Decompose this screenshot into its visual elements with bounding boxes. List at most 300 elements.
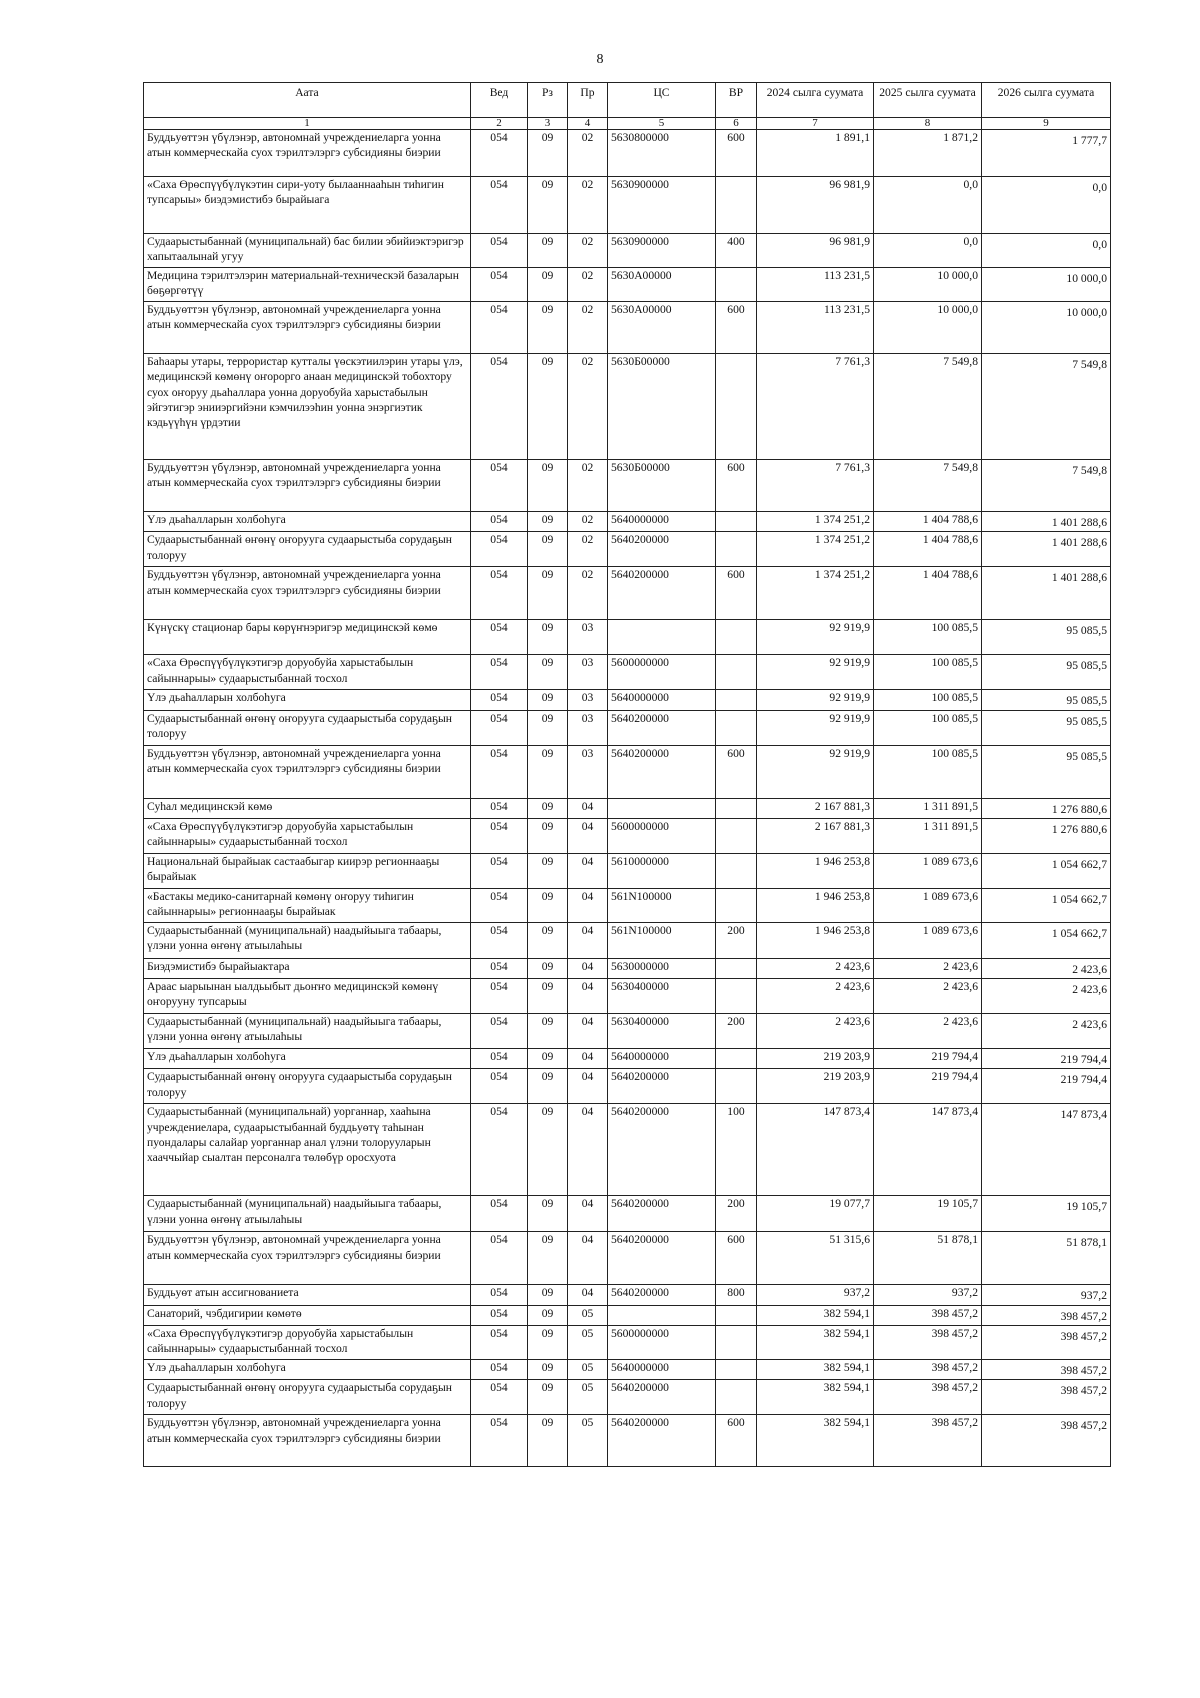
cell-pr: 02 [568, 512, 608, 532]
cell-name: Буддьуөттэн үбүлэнэр, автономнай учреждениеларга уонна атын коммерческайа суох тэрилтэлэргэ субсидияны биэрии [144, 130, 471, 177]
cell-cs: 5640000000 [608, 512, 716, 532]
cell-vr [716, 512, 757, 532]
cell-2024: 92 919,9 [757, 745, 874, 798]
cell-name: Судаарыстыбаннай (муниципальнай) наадыйыыга табаары, үлэни уонна өҥөнү атыылаһыы [144, 922, 471, 958]
cell-cs [608, 620, 716, 655]
cell-ved: 054 [471, 1326, 528, 1360]
cell-pr: 02 [568, 302, 608, 354]
cell-name: Үлэ дьаһалларын холбоһуга [144, 1049, 471, 1069]
cell-ved: 054 [471, 655, 528, 690]
table-row [144, 979, 1111, 1014]
table-row [144, 818, 1111, 853]
cell-pr: 03 [568, 745, 608, 798]
table-row [144, 460, 1111, 512]
table-row [144, 958, 1111, 978]
table-row [144, 1305, 1111, 1325]
table-row [144, 567, 1111, 620]
cell-name: «Саха Өрөспүүбүлүкэтин сири-уоту былааннааһын тиһигин тупсарыы» биэдэмистибэ бырайыага [144, 177, 471, 234]
table-row [144, 512, 1111, 532]
cell-cs: 5640200000 [608, 1380, 716, 1415]
cell-2026: 1 777,7 [982, 130, 1111, 177]
cell-2026: 19 105,7 [982, 1196, 1111, 1232]
cell-2025: 19 105,7 [874, 1196, 982, 1232]
cell-name: Судаарыстыбаннай өҥөнү оҥорууга судаарыстыба сорудаҕын толоруу [144, 1380, 471, 1415]
cell-ved: 054 [471, 1360, 528, 1380]
cell-vr: 600 [716, 567, 757, 620]
table-row [144, 745, 1111, 798]
cell-ved: 054 [471, 354, 528, 460]
cell-cs: 5630А00000 [608, 302, 716, 354]
cell-name: Буддьуөттэн үбүлэнэр, автономнай учреждениеларга уонна атын коммерческайа суох тэрилтэлэргэ субсидияны биэрии [144, 745, 471, 798]
cell-2025: 398 457,2 [874, 1380, 982, 1415]
cell-cs: 5600000000 [608, 655, 716, 690]
cell-ved: 054 [471, 302, 528, 354]
cell-rz: 09 [528, 532, 568, 567]
cell-2024: 2 423,6 [757, 979, 874, 1014]
cell-2025: 398 457,2 [874, 1415, 982, 1467]
cell-rz: 09 [528, 460, 568, 512]
cell-2026: 2 423,6 [982, 1014, 1111, 1049]
cell-2024: 382 594,1 [757, 1360, 874, 1380]
cell-vr [716, 620, 757, 655]
cell-2024: 2 423,6 [757, 1014, 874, 1049]
cell-name: Буддьуөттэн үбүлэнэр, автономнай учреждениеларга уонна атын коммерческайа суох тэрилтэлэргэ субсидияны биэрии [144, 460, 471, 512]
cell-cs: 5630000000 [608, 958, 716, 978]
cell-vr [716, 818, 757, 853]
cell-pr: 05 [568, 1305, 608, 1325]
cell-2026: 95 085,5 [982, 690, 1111, 710]
cell-2026: 51 878,1 [982, 1232, 1111, 1285]
cell-vr: 800 [716, 1285, 757, 1305]
table-row [144, 532, 1111, 567]
cell-vr [716, 958, 757, 978]
cell-2024: 382 594,1 [757, 1326, 874, 1360]
cell-2025: 1 089 673,6 [874, 888, 982, 922]
cell-2024: 2 423,6 [757, 958, 874, 978]
table-row [144, 620, 1111, 655]
cell-vr [716, 1326, 757, 1360]
cell-2025: 1 404 788,6 [874, 567, 982, 620]
cell-vr [716, 1069, 757, 1104]
table-row [144, 655, 1111, 690]
cell-2026: 1 054 662,7 [982, 922, 1111, 958]
cell-name: «Саха Өрөспүүбүлүкэтигэр доруобуйа харыстабылын сайыннарыы» судаарыстыбаннай тосхол [144, 655, 471, 690]
cell-2024: 1 374 251,2 [757, 512, 874, 532]
table-row [144, 1360, 1111, 1380]
cell-ved: 054 [471, 1415, 528, 1467]
cell-name: Медицина тэрилтэлэрин матеpиальнай-техническэй базаларын бөҕөргөтүү [144, 268, 471, 302]
cell-ved: 054 [471, 1232, 528, 1285]
cell-pr: 02 [568, 268, 608, 302]
cell-name: Суһал медицинскэй көмө [144, 798, 471, 818]
table-row [144, 1014, 1111, 1049]
cell-name: Баһаары утары, террористар кутталы үөскэтиилэрин утары үлэ, медицинскэй көмөнү оҥорорго анаан медицинскэй тобохтору суох оҥоруу дьаһаллара уонна доруобуйа харыстабылын эйгэтигэр энииэргийэни кэмчилээһин уонна энэргиэтик кэдьүүһүн үрдэтии [144, 354, 471, 460]
cell-cs: 5640200000 [608, 1069, 716, 1104]
cell-rz: 09 [528, 302, 568, 354]
cell-ved: 054 [471, 818, 528, 853]
cell-pr: 04 [568, 979, 608, 1014]
cell-cs [608, 1305, 716, 1325]
cell-2025: 1 404 788,6 [874, 532, 982, 567]
cell-ved: 054 [471, 690, 528, 710]
cell-2024: 113 231,5 [757, 268, 874, 302]
cell-pr: 05 [568, 1415, 608, 1467]
cell-2024: 92 919,9 [757, 655, 874, 690]
cell-rz: 09 [528, 130, 568, 177]
cell-rz: 09 [528, 888, 568, 922]
cell-rz: 09 [528, 690, 568, 710]
cell-vr: 600 [716, 302, 757, 354]
cell-rz: 09 [528, 979, 568, 1014]
cell-name: Үлэ дьаһалларын холбоһуга [144, 690, 471, 710]
column-number: 1 [144, 118, 471, 130]
cell-pr: 03 [568, 620, 608, 655]
cell-2024: 92 919,9 [757, 620, 874, 655]
cell-2024: 1 946 253,8 [757, 853, 874, 888]
table-row [144, 1285, 1111, 1305]
cell-rz: 09 [528, 922, 568, 958]
cell-pr: 04 [568, 888, 608, 922]
cell-cs: 5600000000 [608, 818, 716, 853]
table-row [144, 1069, 1111, 1104]
cell-2024: 219 203,9 [757, 1069, 874, 1104]
table-body [144, 130, 1111, 1467]
cell-pr: 02 [568, 354, 608, 460]
cell-cs: 5640200000 [608, 1415, 716, 1467]
column-header-2024: 2024 сылга суумата [757, 83, 874, 118]
cell-2025: 0,0 [874, 177, 982, 234]
cell-ved: 054 [471, 567, 528, 620]
cell-2024: 19 077,7 [757, 1196, 874, 1232]
cell-name: Күнүскү стационар бары көрүҥнэригэр медицинскэй көмө [144, 620, 471, 655]
cell-2026: 219 794,4 [982, 1069, 1111, 1104]
table-row [144, 888, 1111, 922]
cell-2024: 1 891,1 [757, 130, 874, 177]
column-header-pr: Пр [568, 83, 608, 118]
table-row [144, 690, 1111, 710]
cell-ved: 054 [471, 512, 528, 532]
cell-vr [716, 853, 757, 888]
cell-ved: 054 [471, 798, 528, 818]
cell-name: Санаторий, чэбдигирии көмөтө [144, 1305, 471, 1325]
cell-2024: 2 167 881,3 [757, 798, 874, 818]
cell-cs: 561N100000 [608, 922, 716, 958]
column-number: 5 [608, 118, 716, 130]
column-header-ved: Вед [471, 83, 528, 118]
cell-2026: 1 276 880,6 [982, 818, 1111, 853]
cell-name: «Саха Өрөспүүбүлүкэтигэр доруобуйа харыстабылын сайыннарыы» судаарыстыбаннай тосхол [144, 818, 471, 853]
cell-cs: 5640200000 [608, 710, 716, 745]
cell-pr: 04 [568, 798, 608, 818]
cell-2024: 147 873,4 [757, 1104, 874, 1196]
cell-pr: 02 [568, 177, 608, 234]
cell-ved: 054 [471, 177, 528, 234]
cell-2026: 7 549,8 [982, 354, 1111, 460]
cell-cs: 5640200000 [608, 1104, 716, 1196]
column-number: 3 [528, 118, 568, 130]
cell-2025: 1 089 673,6 [874, 922, 982, 958]
column-header-2025: 2025 сылга суумата [874, 83, 982, 118]
cell-2026: 0,0 [982, 177, 1111, 234]
table-row [144, 710, 1111, 745]
cell-2026: 1 401 288,6 [982, 532, 1111, 567]
cell-ved: 054 [471, 710, 528, 745]
cell-rz: 09 [528, 512, 568, 532]
cell-vr: 600 [716, 1415, 757, 1467]
cell-2024: 937,2 [757, 1285, 874, 1305]
cell-ved: 054 [471, 1380, 528, 1415]
cell-rz: 09 [528, 1380, 568, 1415]
cell-2024: 7 761,3 [757, 354, 874, 460]
cell-2025: 7 549,8 [874, 460, 982, 512]
cell-2026: 95 085,5 [982, 745, 1111, 798]
cell-pr: 04 [568, 1232, 608, 1285]
cell-vr [716, 690, 757, 710]
cell-name: Буддьуөт атын ассигнованиета [144, 1285, 471, 1305]
cell-rz: 09 [528, 177, 568, 234]
cell-ved: 054 [471, 268, 528, 302]
cell-pr: 05 [568, 1326, 608, 1360]
cell-vr [716, 1305, 757, 1325]
table-row [144, 354, 1111, 460]
cell-2026: 398 457,2 [982, 1326, 1111, 1360]
cell-rz: 09 [528, 710, 568, 745]
cell-rz: 09 [528, 234, 568, 268]
column-number: 6 [716, 118, 757, 130]
cell-name: Буддьуөттэн үбүлэнэр, автономнай учреждениеларга уонна атын коммерческайа суох тэрилтэлэргэ субсидияны биэрии [144, 567, 471, 620]
cell-ved: 054 [471, 853, 528, 888]
cell-ved: 054 [471, 460, 528, 512]
cell-cs: 5630900000 [608, 234, 716, 268]
cell-name: «Саха Өрөспүүбүлүкэтигэр доруобуйа харыстабылын сайыннарыы» судаарыстыбаннай тосхол [144, 1326, 471, 1360]
cell-vr: 100 [716, 1104, 757, 1196]
cell-pr: 02 [568, 460, 608, 512]
cell-2026: 95 085,5 [982, 710, 1111, 745]
cell-ved: 054 [471, 620, 528, 655]
cell-pr: 04 [568, 818, 608, 853]
cell-rz: 09 [528, 567, 568, 620]
cell-2025: 100 085,5 [874, 745, 982, 798]
cell-cs: 5630400000 [608, 1014, 716, 1049]
cell-vr: 600 [716, 745, 757, 798]
cell-cs: 5600000000 [608, 1326, 716, 1360]
cell-pr: 03 [568, 690, 608, 710]
cell-name: Судаарыстыбаннай өҥөнү оҥорууга судаарыстыба сорудаҕын толоруу [144, 532, 471, 567]
table-row [144, 798, 1111, 818]
cell-2024: 1 374 251,2 [757, 567, 874, 620]
cell-name: «Бастакы медико-санитарнай көмөнү оҥоруу тиһигин сайыннарыы» регионнааҕы бырайыак [144, 888, 471, 922]
table-row [144, 177, 1111, 234]
cell-ved: 054 [471, 1196, 528, 1232]
cell-2024: 92 919,9 [757, 710, 874, 745]
cell-ved: 054 [471, 745, 528, 798]
cell-pr: 04 [568, 958, 608, 978]
cell-ved: 054 [471, 979, 528, 1014]
cell-2026: 398 457,2 [982, 1415, 1111, 1467]
cell-pr: 04 [568, 1285, 608, 1305]
cell-pr: 04 [568, 1196, 608, 1232]
cell-vr: 600 [716, 1232, 757, 1285]
table-row [144, 234, 1111, 268]
cell-cs: 561N100000 [608, 888, 716, 922]
cell-ved: 054 [471, 234, 528, 268]
cell-rz: 09 [528, 1305, 568, 1325]
cell-name: Судаарыстыбаннай (муниципальнай) наадыйыыга табаары, үлэни уонна өҥөнү атыылаһыы [144, 1014, 471, 1049]
cell-2025: 147 873,4 [874, 1104, 982, 1196]
table-row [144, 853, 1111, 888]
cell-pr: 04 [568, 1014, 608, 1049]
table-row [144, 1104, 1111, 1196]
cell-2025: 1 871,2 [874, 130, 982, 177]
cell-ved: 054 [471, 1104, 528, 1196]
cell-name: Судаарыстыбаннай (муниципальнай) наадыйыыга табаары, үлэни уонна өҥөнү атыылаһыы [144, 1196, 471, 1232]
cell-name: Судаарыстыбаннай өҥөнү оҥорууга судаарыстыба сорудаҕын толоруу [144, 1069, 471, 1104]
page-number: 8 [596, 52, 604, 67]
cell-2026: 2 423,6 [982, 958, 1111, 978]
cell-2026: 1 054 662,7 [982, 853, 1111, 888]
column-header-2026: 2026 сылга суумата [982, 83, 1111, 118]
cell-2025: 398 457,2 [874, 1326, 982, 1360]
cell-rz: 09 [528, 1014, 568, 1049]
cell-rz: 09 [528, 1196, 568, 1232]
cell-2025: 398 457,2 [874, 1305, 982, 1325]
cell-2024: 96 981,9 [757, 234, 874, 268]
cell-ved: 054 [471, 1049, 528, 1069]
cell-vr [716, 1380, 757, 1415]
cell-2025: 219 794,4 [874, 1069, 982, 1104]
cell-rz: 09 [528, 958, 568, 978]
table-row [144, 1049, 1111, 1069]
cell-rz: 09 [528, 1069, 568, 1104]
cell-2026: 0,0 [982, 234, 1111, 268]
cell-2024: 1 374 251,2 [757, 532, 874, 567]
column-header-aata: Аата [144, 83, 471, 118]
cell-2025: 1 311 891,5 [874, 798, 982, 818]
cell-rz: 09 [528, 1326, 568, 1360]
cell-cs: 5630Б00000 [608, 354, 716, 460]
cell-name: Судаарыстыбаннай өҥөнү оҥорууга судаарыстыба сорудаҕын толоруу [144, 710, 471, 745]
column-number: 4 [568, 118, 608, 130]
cell-vr [716, 655, 757, 690]
cell-2024: 382 594,1 [757, 1305, 874, 1325]
cell-2024: 382 594,1 [757, 1415, 874, 1467]
cell-pr: 05 [568, 1360, 608, 1380]
table-row [144, 1415, 1111, 1467]
cell-pr: 02 [568, 532, 608, 567]
cell-pr: 04 [568, 922, 608, 958]
budget-table [143, 82, 1111, 1467]
cell-2026: 1 401 288,6 [982, 567, 1111, 620]
cell-cs: 5640200000 [608, 532, 716, 567]
cell-ved: 054 [471, 1069, 528, 1104]
cell-vr: 200 [716, 1014, 757, 1049]
cell-2026: 1 276 880,6 [982, 798, 1111, 818]
cell-2026: 10 000,0 [982, 302, 1111, 354]
cell-rz: 09 [528, 268, 568, 302]
cell-cs: 5640000000 [608, 1049, 716, 1069]
cell-name: Буддьуөттэн үбүлэнэр, автономнай учреждениеларга уонна атын коммерческайа суох тэрилтэлэргэ субсидияны биэрии [144, 1415, 471, 1467]
cell-2025: 2 423,6 [874, 979, 982, 1014]
cell-cs: 5640000000 [608, 690, 716, 710]
cell-cs: 5630800000 [608, 130, 716, 177]
cell-2026: 10 000,0 [982, 268, 1111, 302]
cell-cs: 5630А00000 [608, 268, 716, 302]
cell-vr: 600 [716, 460, 757, 512]
cell-rz: 09 [528, 655, 568, 690]
cell-ved: 054 [471, 1305, 528, 1325]
cell-2024: 1 946 253,8 [757, 922, 874, 958]
cell-name: Буддьуөттэн үбүлэнэр, автономнай учреждениеларга уонна атын коммерческайа суох тэрилтэлэргэ субсидияны биэрии [144, 1232, 471, 1285]
cell-2026: 95 085,5 [982, 620, 1111, 655]
cell-ved: 054 [471, 922, 528, 958]
cell-cs: 5630Б00000 [608, 460, 716, 512]
table-row [144, 1326, 1111, 1360]
cell-vr: 600 [716, 130, 757, 177]
cell-ved: 054 [471, 130, 528, 177]
cell-rz: 09 [528, 1232, 568, 1285]
cell-2025: 1 311 891,5 [874, 818, 982, 853]
column-number: 8 [874, 118, 982, 130]
cell-pr: 04 [568, 1069, 608, 1104]
cell-rz: 09 [528, 1285, 568, 1305]
cell-2025: 1 404 788,6 [874, 512, 982, 532]
cell-cs: 5640200000 [608, 1285, 716, 1305]
table-row [144, 268, 1111, 302]
cell-ved: 054 [471, 1285, 528, 1305]
table-row [144, 130, 1111, 177]
cell-pr: 05 [568, 1380, 608, 1415]
cell-2026: 1 054 662,7 [982, 888, 1111, 922]
cell-name: Судаарыстыбаннай (муниципальнай) уорганнар, хааһына учреждениелара, судаарыстыбаннай буддьуөтү таһынан пуондалары салайар уорганнар анал үлэни толорууларын хааччыйар сыалтан персоналга төлөбүр оросхуота [144, 1104, 471, 1196]
cell-pr: 03 [568, 655, 608, 690]
cell-2026: 398 457,2 [982, 1360, 1111, 1380]
cell-vr [716, 177, 757, 234]
cell-name: Судаарыстыбаннай (муниципальнай) бас билии эбийиэктэригэр хапытаалынай угуу [144, 234, 471, 268]
cell-2025: 100 085,5 [874, 620, 982, 655]
cell-name: Биэдэмистибэ бырайыактара [144, 958, 471, 978]
cell-name: Буддьуөттэн үбүлэнэр, автономнай учреждениеларга уонна атын коммерческайа суох тэрилтэлэргэ субсидияны биэрии [144, 302, 471, 354]
cell-rz: 09 [528, 1104, 568, 1196]
cell-2024: 7 761,3 [757, 460, 874, 512]
cell-rz: 09 [528, 1415, 568, 1467]
cell-2025: 10 000,0 [874, 268, 982, 302]
table-row [144, 1196, 1111, 1232]
cell-2024: 2 167 881,3 [757, 818, 874, 853]
cell-2024: 113 231,5 [757, 302, 874, 354]
cell-2026: 937,2 [982, 1285, 1111, 1305]
cell-2026: 7 549,8 [982, 460, 1111, 512]
cell-2026: 1 401 288,6 [982, 512, 1111, 532]
cell-2026: 2 423,6 [982, 979, 1111, 1014]
cell-vr [716, 1049, 757, 1069]
cell-cs: 5640200000 [608, 745, 716, 798]
cell-cs: 5630400000 [608, 979, 716, 1014]
cell-cs: 5640200000 [608, 1232, 716, 1285]
cell-2026: 95 085,5 [982, 655, 1111, 690]
cell-2025: 0,0 [874, 234, 982, 268]
cell-vr [716, 532, 757, 567]
table-row [144, 302, 1111, 354]
cell-2025: 2 423,6 [874, 958, 982, 978]
cell-vr: 200 [716, 922, 757, 958]
cell-vr [716, 888, 757, 922]
cell-ved: 054 [471, 1014, 528, 1049]
cell-2024: 96 981,9 [757, 177, 874, 234]
cell-name: Үлэ дьаһалларын холбоһуга [144, 512, 471, 532]
cell-pr: 03 [568, 710, 608, 745]
cell-2025: 937,2 [874, 1285, 982, 1305]
cell-2024: 51 315,6 [757, 1232, 874, 1285]
